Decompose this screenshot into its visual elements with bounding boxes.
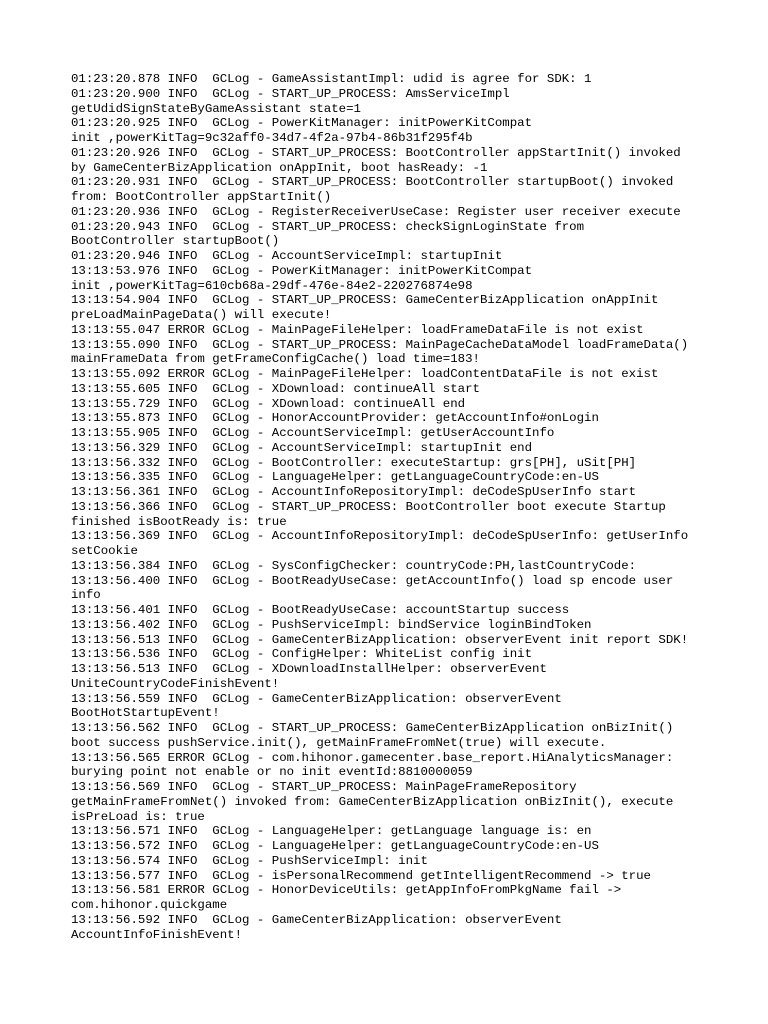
log-line: 13:13:56.513 INFO GCLog - XDownloadInstallHelper: observerEvent — [71, 662, 547, 676]
log-text-block — [71, 72, 711, 942]
log-line: 13:13:55.090 INFO GCLog - START_UP_PROCESS: MainPageCacheDataModel loadFrameData() — [71, 337, 689, 352]
log-line: AccountInfoFinishEvent! — [71, 927, 243, 942]
log-line: 13:13:55.092 ERROR GCLog - MainPageFileHelper: loadContentDataFile is not exist — [71, 367, 659, 381]
log-line: setCookie — [71, 544, 138, 558]
log-line: init ,powerKitTag=610cb68a-29df-476e-84e2-220276874e98 — [71, 278, 473, 293]
log-line: 13:13:56.581 ERROR GCLog - HonorDeviceUtils: getAppInfoFromPkgName fail -> — [71, 883, 622, 898]
log-line: 13:13:55.047 ERROR GCLog - MainPageFileHelper: loadFrameDataFile is not exist — [71, 322, 644, 337]
log-line: 13:13:56.559 INFO GCLog - GameCenterBizApplication: observerEvent — [71, 691, 562, 706]
log-line: 13:13:56.361 INFO GCLog - AccountInfoRepositoryImpl: deCodeSpUserInfo start — [71, 485, 637, 499]
log-line: UniteCountryCodeFinishEvent! — [71, 676, 280, 691]
log-line: 13:13:56.329 INFO GCLog - AccountServiceImpl: startupInit end — [71, 440, 533, 455]
log-line: burying point not enable or no init eventId:8810000059 — [71, 765, 473, 780]
log-line: BootController startupBoot() — [71, 234, 280, 249]
log-line: 13:13:55.605 INFO GCLog - XDownload: continueAll start — [71, 381, 480, 396]
log-line: 13:13:56.562 INFO GCLog - START_UP_PROCESS: GameCenterBizApplication onBizInit() — [71, 721, 674, 735]
log-line: 01:23:20.931 INFO GCLog - START_UP_PROCESS: BootController startupBoot() invoked — [71, 175, 674, 190]
log-line: BootHotStartupEvent! — [71, 706, 220, 721]
log-line: 13:13:56.569 INFO GCLog - START_UP_PROCESS: MainPageFrameRepository — [71, 780, 577, 794]
log-line: 13:13:55.905 INFO GCLog - AccountServiceImpl: getUserAccountInfo — [71, 426, 555, 440]
log-line: boot success pushService.init(), getMainFrameFromNet(true) will execute. — [71, 735, 607, 750]
log-line: 01:23:20.943 INFO GCLog - START_UP_PROCESS: checkSignLoginState from — [71, 219, 585, 234]
log-line: preLoadMainPageData() will execute! — [71, 308, 332, 322]
log-line: 01:23:20.925 INFO GCLog - PowerKitManager: initPowerKitCompat — [71, 116, 533, 131]
log-line: com.hihonor.quickgame — [71, 898, 228, 912]
log-line: 13:13:56.384 INFO GCLog - SysConfigChecker: countryCode:PH,lastCountryCode: — [71, 558, 637, 573]
log-line: 01:23:20.926 INFO GCLog - START_UP_PROCESS: BootController appStartInit() invoked — [71, 145, 681, 160]
log-line: 13:13:56.402 INFO GCLog - PushServiceImpl: bindService loginBindToken — [71, 617, 592, 632]
log-line: 01:23:20.936 INFO GCLog - RegisterReceiverUseCase: Register user receiver execute — [71, 204, 681, 219]
log-line: 13:13:56.513 INFO GCLog - GameCenterBizApplication: observerEvent init report SDK! — [71, 632, 689, 647]
log-line: getUdidSignStateByGameAssistant state=1 — [71, 101, 361, 116]
log-line: 13:13:56.536 INFO GCLog - ConfigHelper: WhiteList config init — [71, 647, 533, 662]
log-line: 13:13:56.400 INFO GCLog - BootReadyUseCase: getAccountInfo() load sp encode user — [71, 573, 674, 588]
log-line: 13:13:56.571 INFO GCLog - LanguageHelper: getLanguage language is: en — [71, 824, 592, 839]
log-line: by GameCenterBizApplication onAppInit, boot hasReady: -1 — [71, 160, 488, 175]
log-line: 13:13:56.332 INFO GCLog - BootController: executeStartup: grs[PH], uSit[PH] — [71, 455, 637, 470]
log-line: 01:23:20.878 INFO GCLog - GameAssistantImpl: udid is agree for SDK: 1 — [71, 72, 592, 86]
log-line: 13:13:54.904 INFO GCLog - START_UP_PROCESS: GameCenterBizApplication onAppInit — [71, 293, 659, 308]
log-line: 13:13:56.401 INFO GCLog - BootReadyUseCase: accountStartup success — [71, 603, 570, 617]
log-line: 13:13:56.574 INFO GCLog - PushServiceImpl: init — [71, 853, 428, 868]
log-line: 01:23:20.900 INFO GCLog - START_UP_PROCESS: AmsServiceImpl — [71, 86, 510, 101]
log-line: init ,powerKitTag=9c32aff0-34d7-4f2a-97b4-86b31f295f4b — [71, 131, 473, 145]
log-line: getMainFrameFromNet() invoked from: GameCenterBizApplication onBizInit(), execute — [71, 794, 674, 809]
log-line: info — [71, 588, 101, 603]
log-line: 13:13:56.335 INFO GCLog - LanguageHelper: getLanguageCountryCode:en-US — [71, 470, 599, 485]
log-line: 13:13:56.577 INFO GCLog - isPersonalRecommend getIntelligentRecommend -> true — [71, 868, 651, 883]
log-line: 13:13:56.369 INFO GCLog - AccountInfoRepositoryImpl: deCodeSpUserInfo: getUserInfo — [71, 529, 689, 544]
log-line: from: BootController appStartInit() — [71, 190, 332, 204]
log-line: 01:23:20.946 INFO GCLog - AccountServiceImpl: startupInit — [71, 249, 503, 263]
log-line: 13:13:55.873 INFO GCLog - HonorAccountProvider: getAccountInfo#onLogin — [71, 411, 599, 426]
log-line: mainFrameData from getFrameConfigCache() load time=183! — [71, 352, 480, 367]
log-line: 13:13:56.572 INFO GCLog - LanguageHelper: getLanguageCountryCode:en-US — [71, 839, 599, 853]
log-line: 13:13:56.366 INFO GCLog - START_UP_PROCESS: BootController boot execute Startup — [71, 499, 666, 514]
log-line: isPreLoad is: true — [71, 809, 205, 824]
log-line: 13:13:56.592 INFO GCLog - GameCenterBizApplication: observerEvent — [71, 912, 562, 927]
log-line: 13:13:55.729 INFO GCLog - XDownload: continueAll end — [71, 396, 466, 411]
log-line: 13:13:56.565 ERROR GCLog - com.hihonor.gamecenter.base_report.HiAnalyticsManager: — [71, 750, 674, 765]
log-line: 13:13:53.976 INFO GCLog - PowerKitManager: initPowerKitCompat — [71, 263, 533, 278]
log-line: finished isBootReady is: true — [71, 514, 287, 529]
